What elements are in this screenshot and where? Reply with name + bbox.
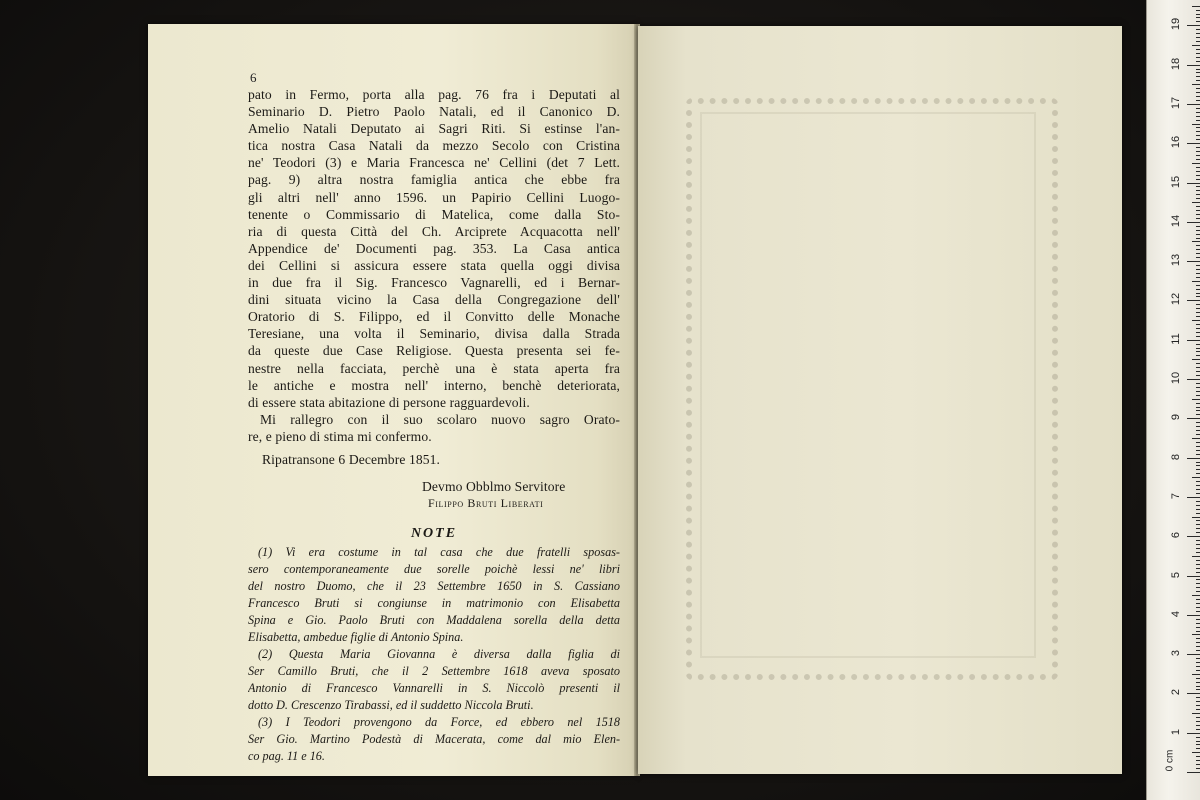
closing-line: re, e pieno di stima mi confermo. — [248, 428, 432, 444]
ruler-tick — [1187, 536, 1200, 537]
note-line: co pag. 11 e 16. — [248, 749, 325, 764]
notes-title: NOTE — [410, 526, 458, 542]
body-line: tenente o Commissario di Matelica, come dalla Sto- — [248, 206, 620, 222]
note-line: Francesco Bruti si congiunse in matrimonio con Elisabetta — [248, 596, 620, 611]
ruler-tick — [1196, 395, 1200, 396]
ruler-tick — [1196, 198, 1200, 199]
ruler-tick — [1196, 387, 1200, 388]
ruler-tick — [1196, 505, 1200, 506]
ruler-tick — [1196, 619, 1200, 620]
body-line: Appendice de' Documenti pag. 353. La Casa antica — [248, 240, 620, 256]
ruler-tick — [1196, 481, 1200, 482]
ruler-tick — [1196, 88, 1200, 89]
ruler-tick — [1196, 304, 1200, 305]
ruler-tick — [1192, 713, 1200, 714]
ruler-tick — [1196, 642, 1200, 643]
note-line: Ser Gio. Martino Podestà di Macerata, come dal mio Elen- — [248, 732, 620, 747]
place-date: Ripatransone 6 Decembre 1851. — [262, 451, 441, 467]
ruler-tick — [1196, 414, 1200, 415]
ruler-tick — [1196, 686, 1200, 687]
right-page — [638, 26, 1122, 774]
ruler-tick — [1196, 355, 1200, 356]
ruler-tick — [1196, 520, 1200, 521]
ruler-tick — [1196, 760, 1200, 761]
ruler-tick — [1196, 296, 1200, 297]
page-number: 6 — [250, 70, 257, 85]
ruler-tick — [1196, 391, 1200, 392]
open-booklet — [140, 20, 1130, 780]
ruler-tick — [1196, 560, 1200, 561]
ruler-tick — [1196, 709, 1200, 710]
note-line: Spina e Gio. Paolo Bruti con Maddalena sorella della detta — [248, 613, 620, 628]
ruler-tick — [1196, 273, 1200, 274]
ruler-tick — [1187, 143, 1200, 144]
ruler-unit-label: 0 cm — [1164, 749, 1176, 772]
ruler-tick — [1196, 147, 1200, 148]
ruler-tick — [1192, 477, 1200, 478]
ruler-tick — [1196, 238, 1200, 239]
ruler-tick — [1196, 662, 1200, 663]
ruler-tick — [1196, 316, 1200, 317]
ruler-tick — [1192, 6, 1200, 7]
ruler-tick — [1192, 320, 1200, 321]
ruler-tick — [1196, 717, 1200, 718]
ruler-tick — [1192, 202, 1200, 203]
ruler-tick — [1196, 53, 1200, 54]
body-line: Seminario D. Pietro Paolo Natali, ed il Canonico D. — [248, 104, 620, 120]
notes-section — [248, 544, 620, 765]
note-line: Ser Camillo Bruti, che il 2 Settembre 1618 aveva sposato — [248, 664, 620, 679]
ruler-tick — [1196, 689, 1200, 690]
note-line: sero contemporaneamente due sorelle poichè lessi ne' libri — [248, 562, 620, 577]
ruler-tick — [1196, 80, 1200, 81]
ruler-tick — [1196, 454, 1200, 455]
ruler-number: 4 — [1170, 610, 1182, 617]
ruler-tick — [1187, 654, 1200, 655]
ruler-tick — [1196, 249, 1200, 250]
ruler-tick — [1196, 524, 1200, 525]
ruler-tick — [1196, 218, 1200, 219]
ruler-tick — [1196, 37, 1200, 38]
body-line: Amelio Natali Deputato ai Sagri Riti. Si estinse l'an- — [248, 121, 620, 137]
ruler-number: 13 — [1170, 253, 1182, 267]
note-line: Elisabetta, ambedue figlie di Antonio Spina. — [248, 630, 464, 645]
ruler-tick — [1196, 442, 1200, 443]
ruler-tick — [1196, 485, 1200, 486]
ruler-tick — [1196, 403, 1200, 404]
ruler-tick — [1196, 371, 1200, 372]
bleed-through-inner-frame — [700, 112, 1036, 658]
ruler-tick — [1196, 509, 1200, 510]
ruler-tick — [1196, 434, 1200, 435]
ruler-tick — [1196, 764, 1200, 765]
ruler-tick — [1196, 226, 1200, 227]
ruler-tick — [1196, 599, 1200, 600]
ruler-number: 17 — [1170, 96, 1182, 110]
ruler-tick — [1196, 116, 1200, 117]
ruler-tick — [1192, 399, 1200, 400]
closing-line: Mi rallegro con il suo scolaro nuovo sagro Orato- — [260, 411, 620, 427]
ruler-tick — [1192, 45, 1200, 46]
ruler-tick — [1196, 670, 1200, 671]
ruler-tick — [1196, 638, 1200, 639]
ruler-tick — [1196, 410, 1200, 411]
ruler-tick — [1196, 552, 1200, 553]
ruler-tick — [1196, 489, 1200, 490]
ruler-tick — [1192, 556, 1200, 557]
ruler-tick — [1196, 422, 1200, 423]
ruler-number: 5 — [1170, 571, 1182, 578]
ruler-tick — [1196, 41, 1200, 42]
ruler-tick — [1196, 289, 1200, 290]
ruler-tick — [1196, 269, 1200, 270]
signature-line-1: Devmo Obblmo Servitore — [422, 479, 566, 495]
ruler-tick — [1196, 756, 1200, 757]
ruler-tick — [1196, 61, 1200, 62]
ruler-tick — [1187, 576, 1200, 577]
ruler-number: 3 — [1170, 650, 1182, 657]
ruler-tick — [1196, 312, 1200, 313]
ruler-number: 11 — [1170, 332, 1182, 345]
ruler-tick — [1187, 733, 1200, 734]
body-line: tica nostra Casa Natali da mezzo Secolo con Cristina — [248, 138, 620, 154]
ruler-tick — [1196, 285, 1200, 286]
ruler-tick — [1196, 528, 1200, 529]
ruler-tick — [1196, 446, 1200, 447]
body-line: Oratorio di S. Filippo, ed il Convitto delle Monache — [248, 309, 620, 325]
ruler-number: 9 — [1170, 414, 1182, 421]
ruler-tick — [1196, 167, 1200, 168]
ruler-tick — [1196, 768, 1200, 769]
ruler-tick — [1196, 72, 1200, 73]
ruler-tick — [1196, 336, 1200, 337]
body-line: dei Cellini si assicura essere stata quella oggi divisa — [248, 257, 620, 273]
ruler-tick — [1187, 458, 1200, 459]
ruler-tick — [1196, 583, 1200, 584]
body-line: nestre nella facciata, perchè una è stata aperta fra — [248, 360, 620, 376]
ruler-tick — [1196, 112, 1200, 113]
ruler-tick — [1196, 29, 1200, 30]
ruler-tick — [1196, 49, 1200, 50]
ruler-tick — [1196, 729, 1200, 730]
ruler-tick — [1196, 678, 1200, 679]
ruler-tick — [1196, 465, 1200, 466]
ruler-tick — [1187, 379, 1200, 380]
ruler-tick — [1187, 25, 1200, 26]
ruler-tick — [1196, 721, 1200, 722]
ruler-tick — [1196, 469, 1200, 470]
ruler-tick — [1192, 84, 1200, 85]
ruler-tick — [1196, 501, 1200, 502]
body-line: da queste due Case Religiose. Questa presenta sei fe- — [248, 343, 620, 359]
ruler-tick — [1196, 493, 1200, 494]
ruler-tick — [1192, 124, 1200, 125]
ruler-tick — [1196, 245, 1200, 246]
note-line: (3) I Teodori provengono da Force, ed ebbero nel 1518 — [258, 715, 620, 730]
note-line: (1) Vi era costume in tal casa che due fratelli sposas- — [258, 545, 620, 560]
body-line: ne' Teodori (3) e Maria Francesca ne' Cellini (det 7 Lett. — [248, 155, 620, 171]
ruler-tick — [1187, 693, 1200, 694]
ruler-tick — [1196, 725, 1200, 726]
ruler-tick — [1196, 159, 1200, 160]
note-line: del nostro Duomo, che il 23 Settembre 1650 in S. Cassiano — [248, 579, 620, 594]
ruler-tick — [1196, 363, 1200, 364]
ruler-number: 1 — [1170, 728, 1182, 735]
ruler-tick — [1187, 65, 1200, 66]
ruler-tick — [1196, 171, 1200, 172]
ruler-tick — [1196, 17, 1200, 18]
ruler-tick — [1192, 752, 1200, 753]
ruler-tick — [1196, 540, 1200, 541]
ruler-number: 6 — [1170, 532, 1182, 539]
ruler-number: 7 — [1170, 492, 1182, 499]
ruler-tick — [1196, 473, 1200, 474]
ruler-tick — [1196, 611, 1200, 612]
ruler-tick — [1187, 104, 1200, 105]
ruler-tick — [1196, 513, 1200, 514]
ruler-tick — [1196, 308, 1200, 309]
body-line: ria di questa Città del Ch. Arciprete Acquacotta nell' — [248, 223, 620, 239]
ruler-tick — [1196, 257, 1200, 258]
ruler-tick — [1196, 206, 1200, 207]
ruler-tick — [1196, 450, 1200, 451]
ruler-tick — [1196, 697, 1200, 698]
ruler-tick — [1196, 131, 1200, 132]
ruler-tick — [1196, 666, 1200, 667]
ruler-tick — [1196, 375, 1200, 376]
ruler-tick — [1196, 33, 1200, 34]
ruler-tick — [1196, 426, 1200, 427]
ruler-number: 18 — [1170, 57, 1182, 70]
ruler-tick — [1187, 183, 1200, 184]
ruler-tick — [1196, 587, 1200, 588]
body-paragraph — [248, 86, 620, 411]
ruler-tick — [1196, 332, 1200, 333]
left-page-text — [248, 72, 620, 765]
ruler-tick — [1192, 241, 1200, 242]
ruler-tick — [1196, 564, 1200, 565]
ruler-tick — [1187, 497, 1200, 498]
ruler-tick — [1196, 568, 1200, 569]
ruler-tick — [1192, 163, 1200, 164]
body-line: in due fra il Sig. Francesco Vagnarelli, ed i Bernar- — [248, 275, 620, 291]
ruler-tick — [1196, 646, 1200, 647]
note-line: Antonio di Francesco Vannarelli in S. Niccolò presenti il — [248, 681, 620, 696]
ruler-tick — [1192, 281, 1200, 282]
ruler-tick — [1196, 76, 1200, 77]
ruler-tick — [1196, 462, 1200, 463]
ruler-tick — [1196, 344, 1200, 345]
ruler-tick — [1196, 603, 1200, 604]
ruler-tick — [1196, 701, 1200, 702]
ruler-tick — [1196, 127, 1200, 128]
ruler-tick — [1196, 324, 1200, 325]
ruler-tick — [1196, 214, 1200, 215]
note-line: (2) Questa Maria Giovanna è diversa dalla figlia di — [258, 647, 620, 662]
body-line: le antiche e mostra nell' interno, benchè deteriorata, — [248, 377, 620, 393]
body-line: di essere stata abitazione di persone ragguardevoli. — [248, 394, 530, 410]
ruler-number: 8 — [1170, 453, 1182, 460]
ruler-number: 16 — [1170, 136, 1182, 149]
ruler-number: 2 — [1170, 689, 1182, 696]
ruler-tick — [1196, 383, 1200, 384]
ruler-tick — [1196, 430, 1200, 431]
ruler-number: 15 — [1170, 175, 1182, 188]
ruler-tick — [1196, 328, 1200, 329]
ruler-tick — [1196, 737, 1200, 738]
ruler-tick — [1192, 438, 1200, 439]
ruler-tick — [1196, 579, 1200, 580]
note-line: dotto D. Crescenzo Tirabassi, ed il suddetto Niccola Bruti. — [248, 698, 534, 713]
ruler-tick — [1196, 705, 1200, 706]
ruler-tick — [1196, 120, 1200, 121]
ruler-tick — [1196, 179, 1200, 180]
ruler-tick — [1196, 100, 1200, 101]
signature-line-2: Filippo Bruti Liberati — [428, 496, 544, 511]
ruler-tick — [1196, 190, 1200, 191]
ruler-tick — [1187, 418, 1200, 419]
ruler-tick — [1196, 14, 1200, 15]
ruler-tick — [1196, 748, 1200, 749]
ruler-tick — [1196, 234, 1200, 235]
ruler-tick — [1196, 293, 1200, 294]
ruler-tick — [1187, 300, 1200, 301]
ruler-tick — [1196, 623, 1200, 624]
ruler-tick — [1196, 741, 1200, 742]
ruler-tick — [1196, 135, 1200, 136]
ruler-tick — [1187, 222, 1200, 223]
ruler-tick — [1196, 407, 1200, 408]
ruler-tick — [1196, 139, 1200, 140]
ruler-tick — [1196, 96, 1200, 97]
ruler-number: 12 — [1170, 293, 1182, 306]
ruler-tick — [1196, 230, 1200, 231]
ruler-tick — [1196, 607, 1200, 608]
ruler-tick — [1196, 186, 1200, 187]
ruler-tick — [1196, 744, 1200, 745]
ruler-tick — [1196, 367, 1200, 368]
ruler-tick — [1196, 650, 1200, 651]
body-line: gli altri nell' anno 1596. un Papirio Cellini Luogo- — [248, 189, 620, 205]
ruler-tick — [1196, 10, 1200, 11]
ruler-tick — [1196, 175, 1200, 176]
ruler-tick — [1196, 57, 1200, 58]
ruler-tick — [1187, 772, 1200, 773]
ruler-tick — [1196, 532, 1200, 533]
ruler-tick — [1196, 658, 1200, 659]
ruler-tick — [1196, 21, 1200, 22]
ruler-tick — [1192, 517, 1200, 518]
ruler-tick — [1187, 340, 1200, 341]
ruler-tick — [1196, 627, 1200, 628]
ruler-tick — [1196, 108, 1200, 109]
ruler-tick — [1196, 265, 1200, 266]
ruler-tick — [1196, 591, 1200, 592]
ruler-tick — [1196, 253, 1200, 254]
ruler-number: 10 — [1170, 371, 1182, 385]
body-line: pato in Fermo, porta alla pag. 76 fra i Deputati al — [248, 87, 620, 102]
ruler-tick — [1192, 595, 1200, 596]
ruler-tick — [1196, 572, 1200, 573]
ruler-tick — [1196, 151, 1200, 152]
ruler-tick — [1187, 261, 1200, 262]
ruler-number: 14 — [1170, 214, 1182, 227]
ruler-tick — [1192, 634, 1200, 635]
ruler-tick — [1196, 544, 1200, 545]
ruler-tick — [1196, 631, 1200, 632]
ruler-tick — [1196, 548, 1200, 549]
body-line: dini situata vicino la Casa della Congregazione dell' — [248, 292, 620, 308]
ruler-tick — [1196, 682, 1200, 683]
ruler-tick — [1192, 359, 1200, 360]
body-line: pag. 9) altra nostra famiglia antica che ebbe fra — [248, 172, 620, 188]
ruler-tick — [1192, 674, 1200, 675]
ruler-tick — [1196, 277, 1200, 278]
ruler-number: 19 — [1170, 18, 1182, 31]
closing-paragraph — [248, 411, 620, 445]
ruler-tick — [1196, 348, 1200, 349]
ruler-tick — [1196, 194, 1200, 195]
ruler-tick — [1196, 155, 1200, 156]
measuring-ruler — [1146, 0, 1200, 800]
ruler-tick — [1196, 92, 1200, 93]
ruler-tick — [1196, 69, 1200, 70]
ruler-tick — [1187, 615, 1200, 616]
ruler-tick — [1196, 351, 1200, 352]
ruler-tick — [1196, 210, 1200, 211]
body-line: Teresiane, una volta il Seminario, divisa dalla Strada — [248, 326, 620, 342]
